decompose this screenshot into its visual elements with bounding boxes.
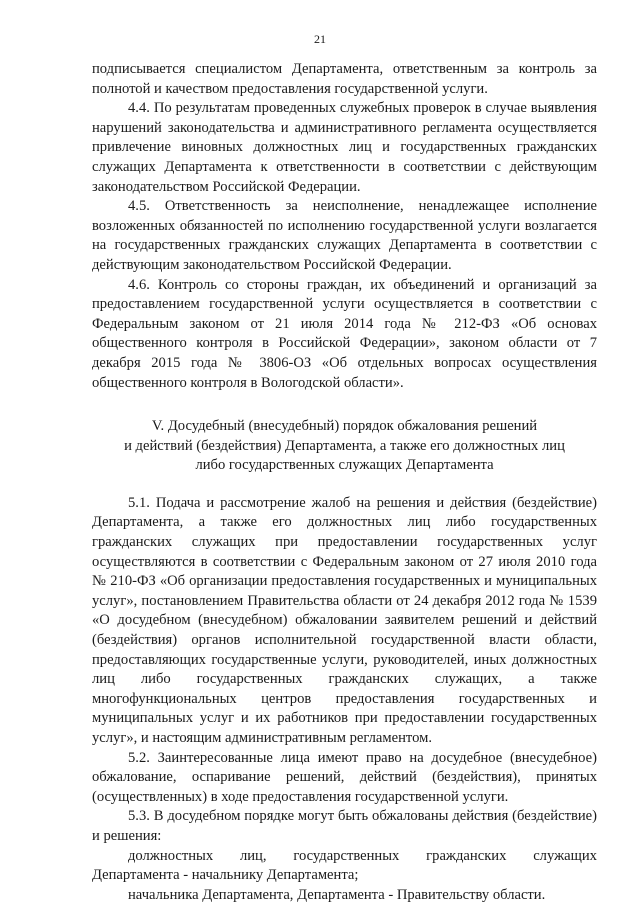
document-body	[92, 60, 597, 905]
paragraph-5-3: 5.3. В досудебном порядке могут быть обжалованы действия (бездействие) и решения:	[92, 808, 597, 844]
list-word: лиц,	[239, 847, 267, 864]
list-item-1-continuation: Департамента - начальнику Департамента;	[92, 867, 359, 884]
list-word: должностных	[128, 847, 214, 864]
list-word: гражданских	[426, 847, 507, 864]
section-title-line-3: либо государственных служащих Департамента	[195, 457, 494, 474]
section-title-line-1: V. Досудебный (внесудебный) порядок обжалования решений	[151, 418, 538, 435]
paragraph-continuation: подписывается специалистом Департамента, ответственным за контроль за полнотой и качеством предоставления государственной услуги.	[92, 61, 597, 97]
list-word: государственных	[293, 847, 400, 864]
paragraph-5-1: 5.1. Подача и рассмотрение жалоб на решения и действия (бездействие) Департамента, а также его должностных лиц либо государственных гражданских служащих при предоставлении государственных услуг осуществляются в соответствии с Федеральным законом от 27 июля 2010 года № 210-ФЗ «Об организации предоставления государственных и муниципальных услуг», постановлением Правительства области от 24 декабря 2012 года № 1539 «О досудебном (внесудебном) обжаловании заявителем решений и действий (бездействия) органов исполнительной государственной власти области, предоставляющих государственные услуги, руководителей, иных должностных лиц либо государственных гражданских служащих, а также многофункциональных центров предоставления государственных и муниципальных услуг и их работников при предоставлении государственных услуг», и настоящим административным регламентом.	[92, 494, 597, 746]
paragraph-5-2: 5.2. Заинтересованные лица имеют право на досудебное (внесудебное) обжалование, оспаривание решений, действий (бездействия), принятых (осуществленных) в ходе предоставления государственной услуги.	[92, 749, 597, 805]
paragraph-4-6: 4.6. Контроль со стороны граждан, их объединений и организаций за предоставлением государственной услуги осуществляется в соответствии с Федеральным законом от 21 июля 2014 года № 212-ФЗ «Об основах общественного контроля в Российской Федерации», законом области от 7 декабря 2015 года № 3806-ОЗ «Об отдельных вопросах осуществления общественного контроля в Вологодской области».	[92, 276, 597, 391]
paragraph-4-4: 4.4. По результатам проведенных служебных проверок в случае выявления нарушений законодательства и административного регламента осуществляется привлечение виновных должностных лиц и государственных гражданских служащих Департамента к ответственности в соответствии с действующим законодательством Российской Федерации.	[92, 100, 597, 195]
list-item-1-first-line	[92, 847, 597, 867]
paragraph-4-5: 4.5. Ответственность за неисполнение, ненадлежащее исполнение возложенных обязанностей по исполнению государственной услуги возлагается на государственных гражданских служащих Департамента в соответствии с действующим законодательством Российской Федерации.	[92, 198, 597, 273]
list-word: служащих	[533, 847, 597, 864]
list-item-2: начальника Департамента, Департамента - Правительству области.	[128, 886, 546, 903]
page-number: 21	[314, 32, 326, 46]
section-title-line-2: и действий (бездействия) Департамента, а также его должностных лиц	[124, 437, 565, 454]
section-title	[92, 417, 597, 476]
